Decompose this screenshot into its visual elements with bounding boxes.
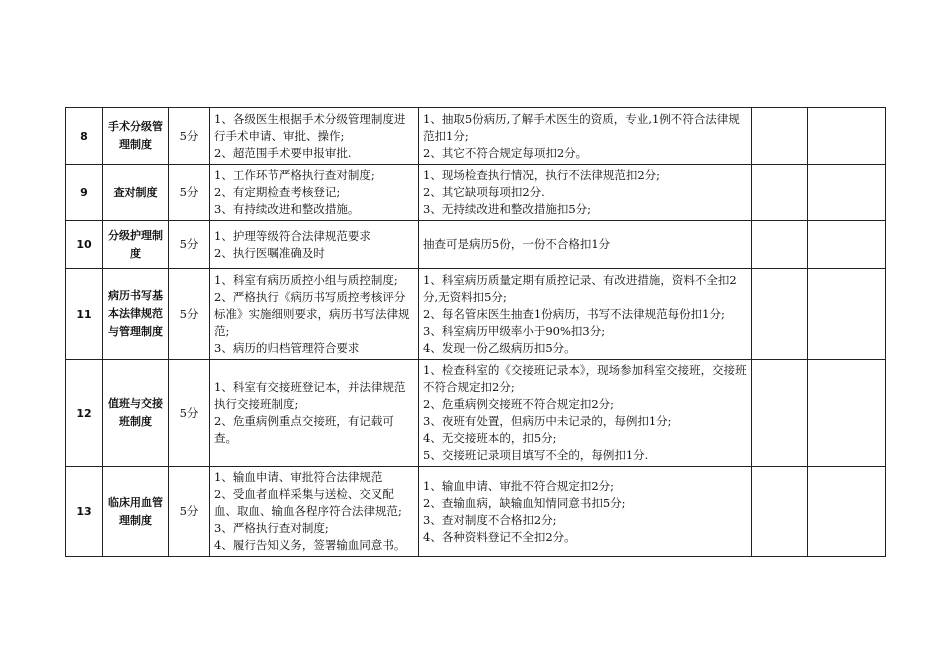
scoring-method-cell — [419, 467, 752, 557]
item-number: 9 — [66, 165, 103, 221]
standard-line: 2、危重病例重点交接班，有记载可查。 — [214, 414, 394, 445]
method-line: 1、科室病历质量定期有质控记录、有改进措施，资料不全扣2分,无资料扣5分; — [423, 272, 737, 304]
method-line: 1、检查科室的《交接班记录本》，现场参加科室交接班，交接班不符合规定扣2分; — [423, 363, 747, 394]
method-line: 2、其它不符合规定每项扣2分。 — [423, 145, 588, 160]
method-line: 3、夜班有处置，但病历中未记录的，每例扣1分; — [423, 414, 672, 428]
item-name: 手术分级管理制度 — [103, 108, 169, 165]
standard-line: 1、工作环节严格执行查对制度; — [214, 168, 375, 182]
item-name: 查对制度 — [103, 165, 169, 221]
standards-cell — [210, 360, 419, 467]
blank-cell-remarks — [808, 165, 886, 221]
blank-cell-remarks — [808, 360, 886, 467]
method-line: 4、无交接班本的，扣5分; — [423, 431, 557, 445]
blank-cell-deduction — [752, 165, 808, 221]
method-line: 1、输血申请、审批不符合规定扣2分; — [423, 478, 615, 493]
table-body — [66, 108, 886, 557]
method-line: 2、危重病例交接班不符合规定扣2分; — [423, 397, 615, 411]
scoring-method-cell — [419, 360, 752, 467]
standard-line: 2、受血者血样采集与送检、交叉配血、取血、输血各程序符合法律规范; — [214, 487, 402, 518]
method-line: 2、每名管床医生抽查1份病历，书写不法律规范每份扣1分; — [423, 306, 725, 321]
scoring-method-cell — [419, 108, 752, 165]
item-score: 5分 — [169, 108, 210, 165]
standard-line: 3、病历的归档管理符合要求 — [214, 340, 360, 355]
table-row — [66, 221, 886, 269]
item-name: 分级护理制度 — [103, 221, 169, 269]
standards-cell — [210, 467, 419, 557]
method-line: 抽查可是病历5份，一份不合格扣1分 — [423, 237, 611, 251]
table-row — [66, 108, 886, 165]
standard-line: 3、严格执行查对制度; — [214, 521, 329, 535]
scoring-method-cell — [419, 165, 752, 221]
standard-line: 2、有定期检查考核登记; — [214, 185, 341, 199]
standard-line: 4、履行告知义务，签署输血同意书。 — [214, 538, 406, 552]
standard-line: 2、严格执行《病历书写质控考核评分标准》实施细则要求，病历书写法律规范; — [214, 289, 410, 338]
blank-cell-remarks — [808, 108, 886, 165]
standard-line: 2、执行医嘱准确及时 — [214, 245, 325, 260]
standard-line: 1、输血申请、审批符合法律规范 — [214, 470, 383, 484]
item-number: 11 — [66, 269, 103, 360]
method-line: 2、查输血病，缺输血知情同意书扣5分; — [423, 495, 626, 510]
item-number: 13 — [66, 467, 103, 557]
method-line: 3、无持续改进和整改措施扣5分; — [423, 202, 592, 216]
item-name: 临床用血管理制度 — [103, 467, 169, 557]
standard-line: 1、各级医生根据手术分级管理制度进行手术申请、审批、操作; — [214, 111, 406, 143]
item-score: 5分 — [169, 165, 210, 221]
blank-cell-deduction — [752, 108, 808, 165]
item-number: 12 — [66, 360, 103, 467]
table-row — [66, 165, 886, 221]
method-line: 3、科室病历甲级率小于90%扣3分; — [423, 323, 606, 338]
standards-cell — [210, 108, 419, 165]
item-score: 5分 — [169, 269, 210, 360]
table-row — [66, 269, 886, 360]
blank-cell-remarks — [808, 221, 886, 269]
item-score: 5分 — [169, 467, 210, 557]
method-line: 3、查对制度不合格扣2分; — [423, 512, 557, 527]
item-number: 10 — [66, 221, 103, 269]
method-line: 1、抽取5份病历,了解手术医生的资质，专业,1例不符合法律规范扣1分; — [423, 111, 740, 143]
standard-line: 2、超范围手术要申报审批. — [214, 145, 352, 160]
item-name: 值班与交接班制度 — [103, 360, 169, 467]
method-line: 1、现场检查执行情况，执行不法律规范扣2分; — [423, 168, 661, 182]
standard-line: 1、科室有病历质控小组与质控制度; — [214, 272, 398, 287]
standards-cell — [210, 165, 419, 221]
item-name: 病历书写基本法律规范与管理制度 — [103, 269, 169, 360]
standard-line: 1、科室有交接班登记本，并法律规范执行交接班制度; — [214, 380, 406, 411]
standard-line: 3、有持续改进和整改措施。 — [214, 202, 360, 216]
standards-cell — [210, 269, 419, 360]
method-line: 5、交接班记录项目填写不全的，每例扣1分. — [423, 448, 649, 462]
assessment-table — [65, 107, 886, 557]
table-row — [66, 360, 886, 467]
standards-cell — [210, 221, 419, 269]
blank-cell-deduction — [752, 360, 808, 467]
method-line: 4、各种资料登记不全扣2分。 — [423, 529, 576, 544]
blank-cell-deduction — [752, 221, 808, 269]
item-score: 5分 — [169, 221, 210, 269]
standard-line: 1、护理等级符合法律规范要求 — [214, 228, 371, 243]
method-line: 4、发现一份乙级病历扣5分。 — [423, 340, 576, 355]
item-number: 8 — [66, 108, 103, 165]
blank-cell-deduction — [752, 269, 808, 360]
method-line: 2、其它缺项每项扣2分. — [423, 185, 545, 199]
blank-cell-remarks — [808, 269, 886, 360]
scoring-method-cell — [419, 221, 752, 269]
item-score: 5分 — [169, 360, 210, 467]
blank-cell-remarks — [808, 467, 886, 557]
table-row — [66, 467, 886, 557]
scoring-method-cell — [419, 269, 752, 360]
blank-cell-deduction — [752, 467, 808, 557]
